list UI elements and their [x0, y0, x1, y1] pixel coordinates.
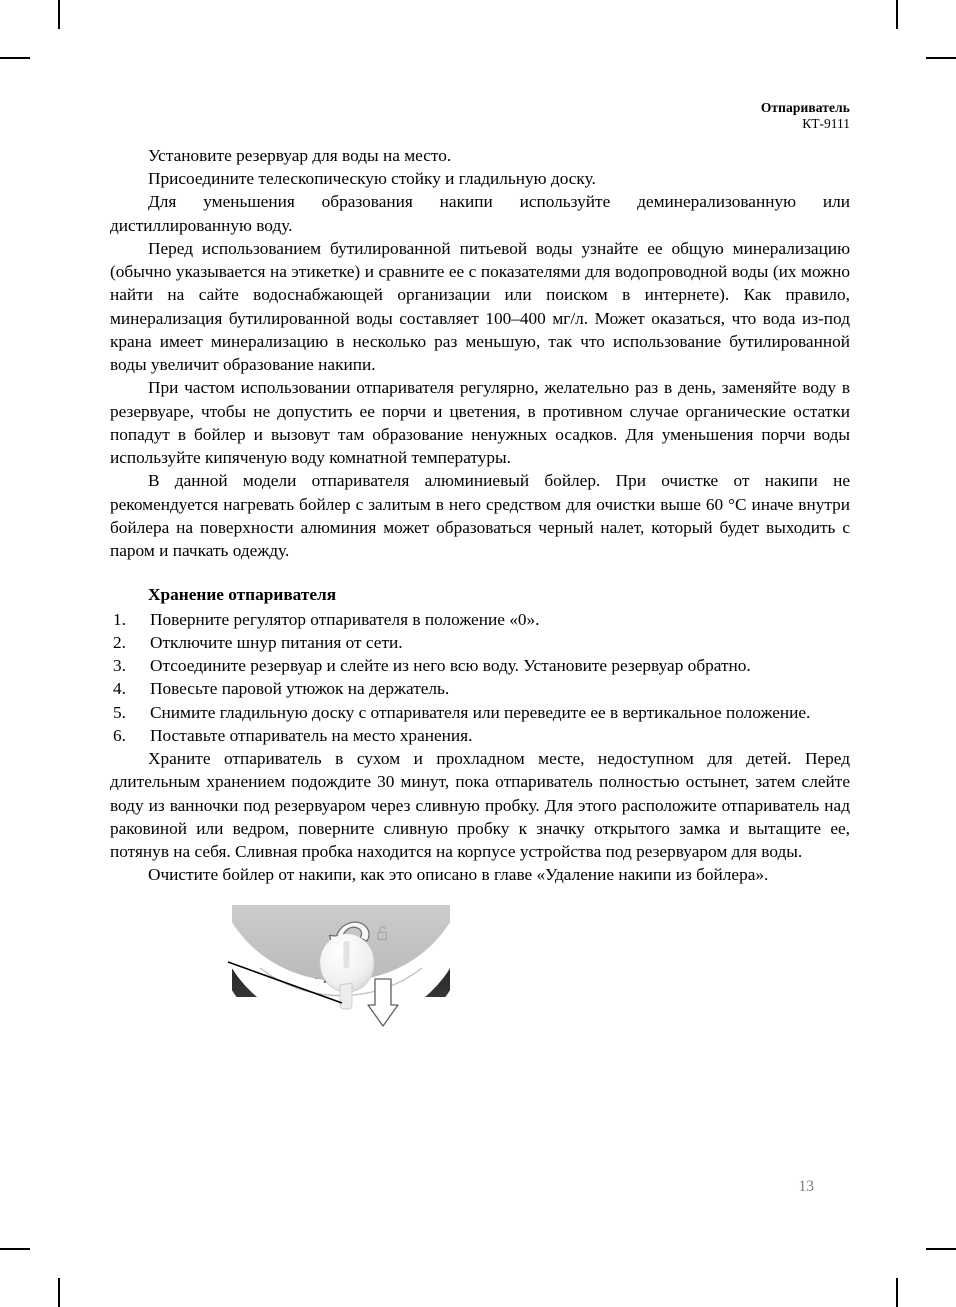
paragraph: Перед использованием бутилированной питьевой воды узнайте ее общую минерализацию (обычно указывается на этикетке) и сравните ее с показателями для водопроводной воды (их можно найти на сайте водоснабжающей организации или поиском в интернете). Как правило, минерализация бутилированной воды составляет 100–400 мг/л. Может оказаться, что вода из-под крана имеет минерализацию в несколько раз меньшую, так что использование бутилированной воды увеличит образование накипи.: [110, 238, 850, 375]
running-head: [110, 100, 850, 132]
list-item-label: Отсоедините резервуар и слейте из него всю воду. Установите резервуар обратно.: [150, 656, 751, 676]
paragraph: Для уменьшения образования накипи используйте деминерализованную или дистиллированную воду.: [110, 192, 850, 235]
crop-mark-top-right-horizontal: [926, 57, 956, 59]
running-head-title: Отпариватель: [760, 100, 850, 115]
list-item-number: 3.: [113, 656, 126, 676]
list-item-number: 2.: [113, 632, 126, 652]
list-item-label: Повесьте паровой утюжок на держатель.: [150, 679, 450, 699]
list-item: [110, 677, 850, 700]
page-content: [110, 100, 850, 1220]
crop-mark-bottom-left-horizontal: [0, 1248, 30, 1250]
list-item-number: 5.: [113, 702, 126, 722]
figure-drain-plug: [110, 905, 850, 1040]
list-item-label: Поставьте отпариватель на место хранения.: [150, 725, 473, 745]
crop-mark-top-right-vertical: [896, 0, 898, 29]
storage-steps-list: [110, 608, 850, 748]
list-item-label: Снимите гладильную доску с отпаривателя или переведите ее в вертикальное положение.: [150, 702, 811, 722]
list-item: [110, 608, 850, 631]
list-item: [110, 631, 850, 654]
crop-mark-bottom-right-horizontal: [926, 1248, 956, 1250]
page-number: 13: [798, 1178, 814, 1195]
drain-plug-illustration: [110, 905, 850, 1040]
crop-mark-top-left-horizontal: [0, 57, 30, 59]
paragraph: При частом использовании отпаривателя регулярно, желательно раз в день, заменяйте воду в резервуаре, чтобы не допустить ее порчи и цветения, в противном случае органические остатки попадут в бойлер и вызовут там образование ненужных осадков. Для уменьшения порчи воды используйте кипяченую воду комнатной температуры.: [110, 378, 850, 468]
list-item-number: 6.: [113, 725, 126, 745]
paragraph: Установите резервуар для воды на место.: [148, 145, 452, 165]
list-item-label: Отключите шнур питания от сети.: [150, 632, 403, 652]
section-heading-storage: Хранение отпаривателя: [148, 585, 337, 605]
crop-mark-top-left-vertical: [58, 0, 60, 29]
paragraph: Храните отпариватель в сухом и прохладном месте, недоступном для детей. Перед длительным хранением подождите 30 минут, пока отпариватель полностью остынет, затем слейте воду из ванночки под резервуаром через сливную пробку. Для этого расположите отпариватель над раковиной или ведром, поверните сливную пробку к значку открытого замка и вытащите ее, потянув на себя. Сливная пробка находится на корпусе устройства под резервуаром для воды.: [110, 749, 850, 862]
crop-mark-bottom-right-vertical: [896, 1278, 898, 1307]
list-item: [110, 654, 850, 677]
list-item: [110, 724, 850, 747]
down-pull-arrow-icon: [368, 979, 398, 1026]
crop-mark-bottom-left-vertical: [58, 1278, 60, 1307]
list-item: [110, 701, 850, 724]
list-item-label: Поверните регулятор отпаривателя в положение «0».: [150, 609, 540, 629]
paragraph: Присоедините телескопическую стойку и гладильную доску.: [148, 169, 596, 189]
paragraph: В данной модели отпаривателя алюминиевый бойлер. При очистке от накипи не рекомендуется нагревать бойлер с залитым в него средством для очистки выше 60 °C иначе внутри бойлера на поверхности алюминия может образоваться черный налет, который будет выходить с паром и пачкать одежду.: [110, 471, 850, 561]
running-head-model: КТ-9111: [802, 115, 850, 131]
body-text-block: [110, 144, 850, 887]
list-item-number: 1.: [113, 609, 126, 629]
list-item-number: 4.: [113, 679, 126, 699]
paragraph: Очистите бойлер от накипи, как это описано в главе «Удаление накипи из бойлера».: [148, 865, 769, 885]
